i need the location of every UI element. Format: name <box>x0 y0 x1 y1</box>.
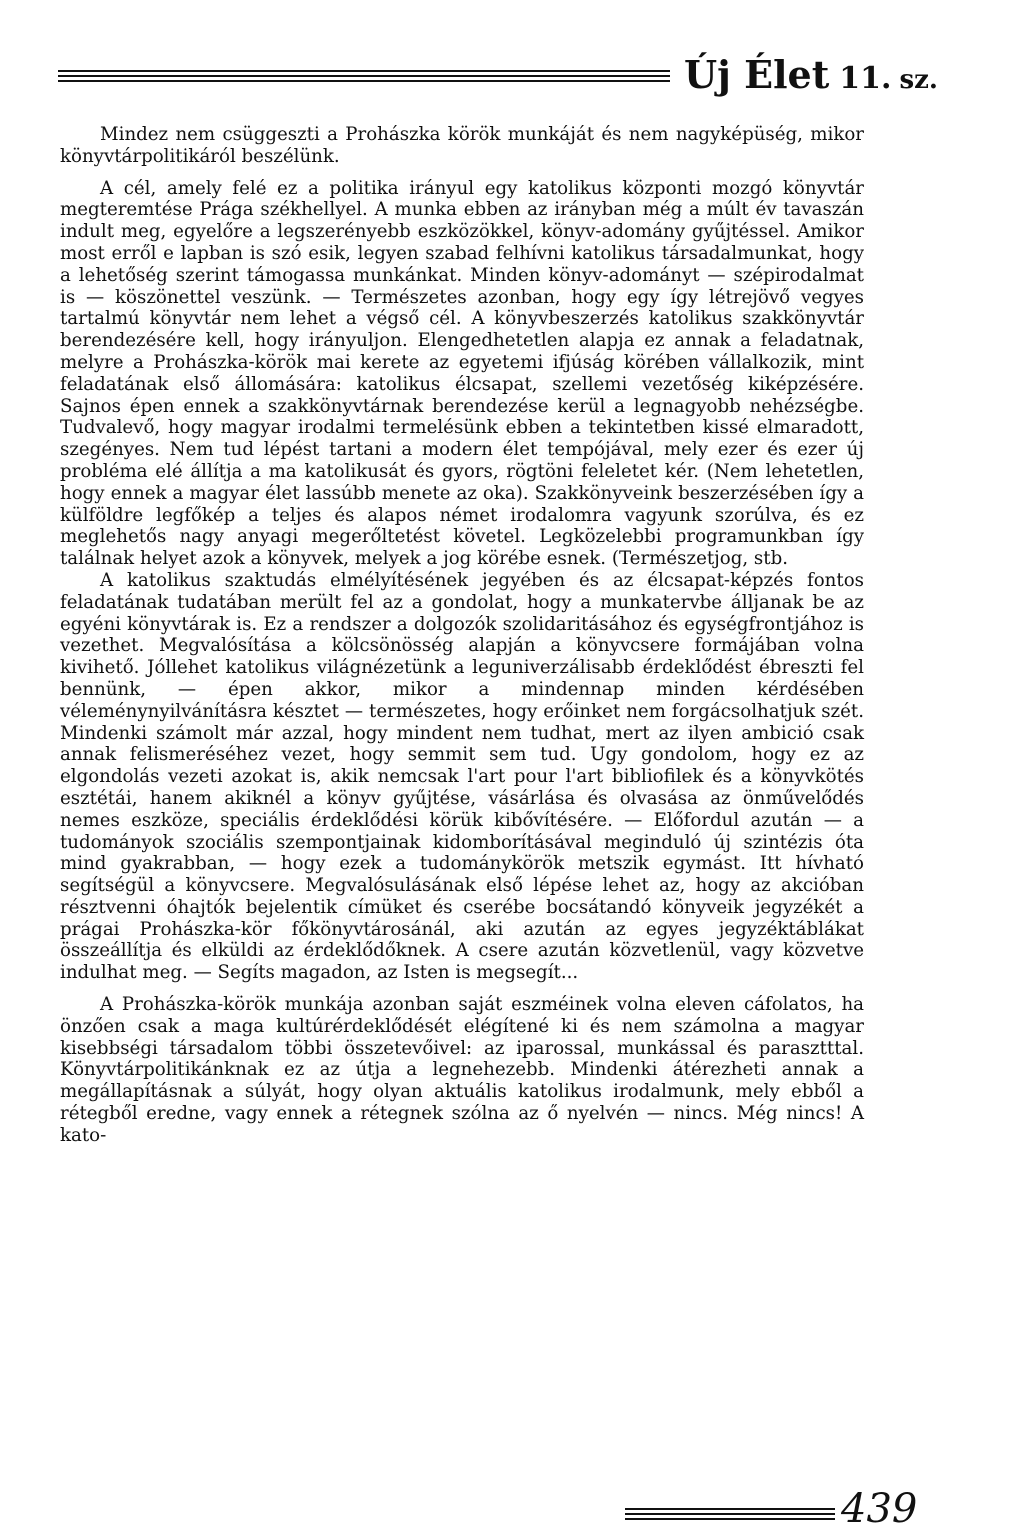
article-body <box>60 124 864 1147</box>
page-number: 439 <box>841 1486 918 1532</box>
footer-rule-line <box>625 1518 835 1520</box>
header-rule-line <box>58 80 670 82</box>
header-decorative-rules <box>58 70 670 82</box>
page-footer <box>625 1486 925 1536</box>
page-header <box>58 44 938 104</box>
header-rule-line <box>58 70 670 72</box>
issue-suffix: sz. <box>899 65 938 95</box>
article-paragraph: A katolikus szaktudás elmélyítésének jegyében és az élcsapat-képzés fontos feladatának tudatában merült fel az a gondolat, hogy a munkatervbe álljanak be az egyéni könyvtárak is. Ez a rendszer a dolgozók szolidaritásához és egységfrontjához is vezethet. Megvalósítása a kölcsönösség alapján a könyvcsere formájában volna kivihető. Jóllehet katolikus világnézetünk a leguniverzálisabb érdeklődést ébreszti fel bennünk, — épen akkor, mikor a mindennap minden kérdésében véleménynyilvánításra késztet — természetes, hogy erőinket nem forgácsolhatjuk szét. Mindenki számolt már azzal, hogy mindent nem tudhat, mert az ilyen ambició csak annak felismeréséhez vezet, hogy semmit sem tud. Ugy gondolom, hogy ez az elgondolás vezeti azokat is, akik nemcsak l'art pour l'art bibliofilek és a könyvkötés esztétái, hanem akiknél a könyv gyűjtése, vásárlása és olvasása az önművelődés nemes eszköze, speciális érdeklődési körük kibővítésére. — Előfordul azután — a tudományok szociális szempontjainak kidomborításával meginduló új szintézis óta mind gyakrabban, — hogy ezek a tudománykörök metszik egymást. Itt hívható segítségül a könyvcsere. Megvalósulásának első lépése lehet az, hogy az akcióban résztvenni óhajtók bejelentik címüket és cserébe bocsátandó könyveik jegyzékét a prágai Prohászka-kör főkönyvtárosánál, aki azután az egyes jegyzéktáblákat összeállítja és elküldi az érdeklődőknek. A csere azután közvetlenül, vagy közvetve indulhat meg. — Segíts magadon, az Isten is megsegít... <box>60 569 864 984</box>
article-paragraph: A Prohászka-körök munkája azonban saját eszméinek volna eleven cáfolatos, ha önzően csak a maga kultúrérdeklődését elégítené ki és nem számolna a magyar kisebbségi társadalom többi összetevőivel: az iparossal, munkással és parasztttal. Könyvtárpolitikánknak ez az útja a legnehezebb. Mindenki átérezheti annak a megállapításnak a súlyát, hogy olyan aktuális katolikus irodalmunk, mely ebből a rétegből eredne, vagy ennek a rétegnek szólna az ő nyelvén — nincs. Még nincs! A kato- <box>60 994 864 1146</box>
issue-number: 11. <box>839 61 892 96</box>
header-rule-line <box>58 75 670 77</box>
article-paragraph: A cél, amely felé ez a politika irányul egy katolikus központi mozgó könyvtár megteremtése Prága székhellyel. A munka ebben az irányban még a múlt év tavaszán indult meg, egyelőre a legszerényebb eszközökkel, könyv-adomány gyűjtéssel. Amikor most erről e lapban is szó esik, legyen szabad felhívni katolikus társadalmunkat, hogy a lehetőség szerint támogassa munkánkat. Minden könyv-adományt — szépirodalmat is — köszönettel veszünk. — Természetes azonban, hogy egy így létrejövő vegyes tartalmú könyvtár nem lehet a végső cél. A könyvbeszerzés katolikus szakkönyvtár berendezésére kell, hogy irányuljon. Elengedhetetlen alapja ez annak a feladatnak, melyre a Prohászka-körök mai kerete az egyetemi ifjúság körében vállalkozik, mint feladatának első állomására: katolikus élcsapat, szellemi vezetőség kiképzésére. Sajnos épen ennek a szakkönyvtárnak berendezése kerül a legnagyobb nehézségbe. Tudvalevő, hogy magyar irodalmi termelésünk ebben a tekintetben kissé elmaradott, szegényes. Nem tud lépést tartani a modern élet tempójával, mely ezer és ezer új probléma elé állítja a ma katolikusát és gyors, rögtöni feleletet kér. (Nem lehetetlen, hogy ennek a magyar élet lassúbb menete az oka). Szakkönyveink beszerzésében így a külföldre legfőkép a teljes és alapos német irodalomra vagyunk szorúlva, és ez meglehetős nagy anyagi megerőltetést követel. Legközelebbi programunkban így találnak helyet azok a könyvek, melyek a jog körébe esnek. (Természetjog, stb. <box>60 177 864 570</box>
footer-rule-line <box>625 1508 835 1510</box>
journal-masthead <box>684 52 938 97</box>
article-paragraph: Mindez nem csüggeszti a Prohászka körök munkáját és nem nagyképüség, mikor könyvtárpolitikáról beszélünk. <box>60 124 864 167</box>
journal-title: Új Élet <box>684 52 830 97</box>
footer-rule-line <box>625 1513 835 1515</box>
footer-decorative-rules <box>625 1508 835 1522</box>
